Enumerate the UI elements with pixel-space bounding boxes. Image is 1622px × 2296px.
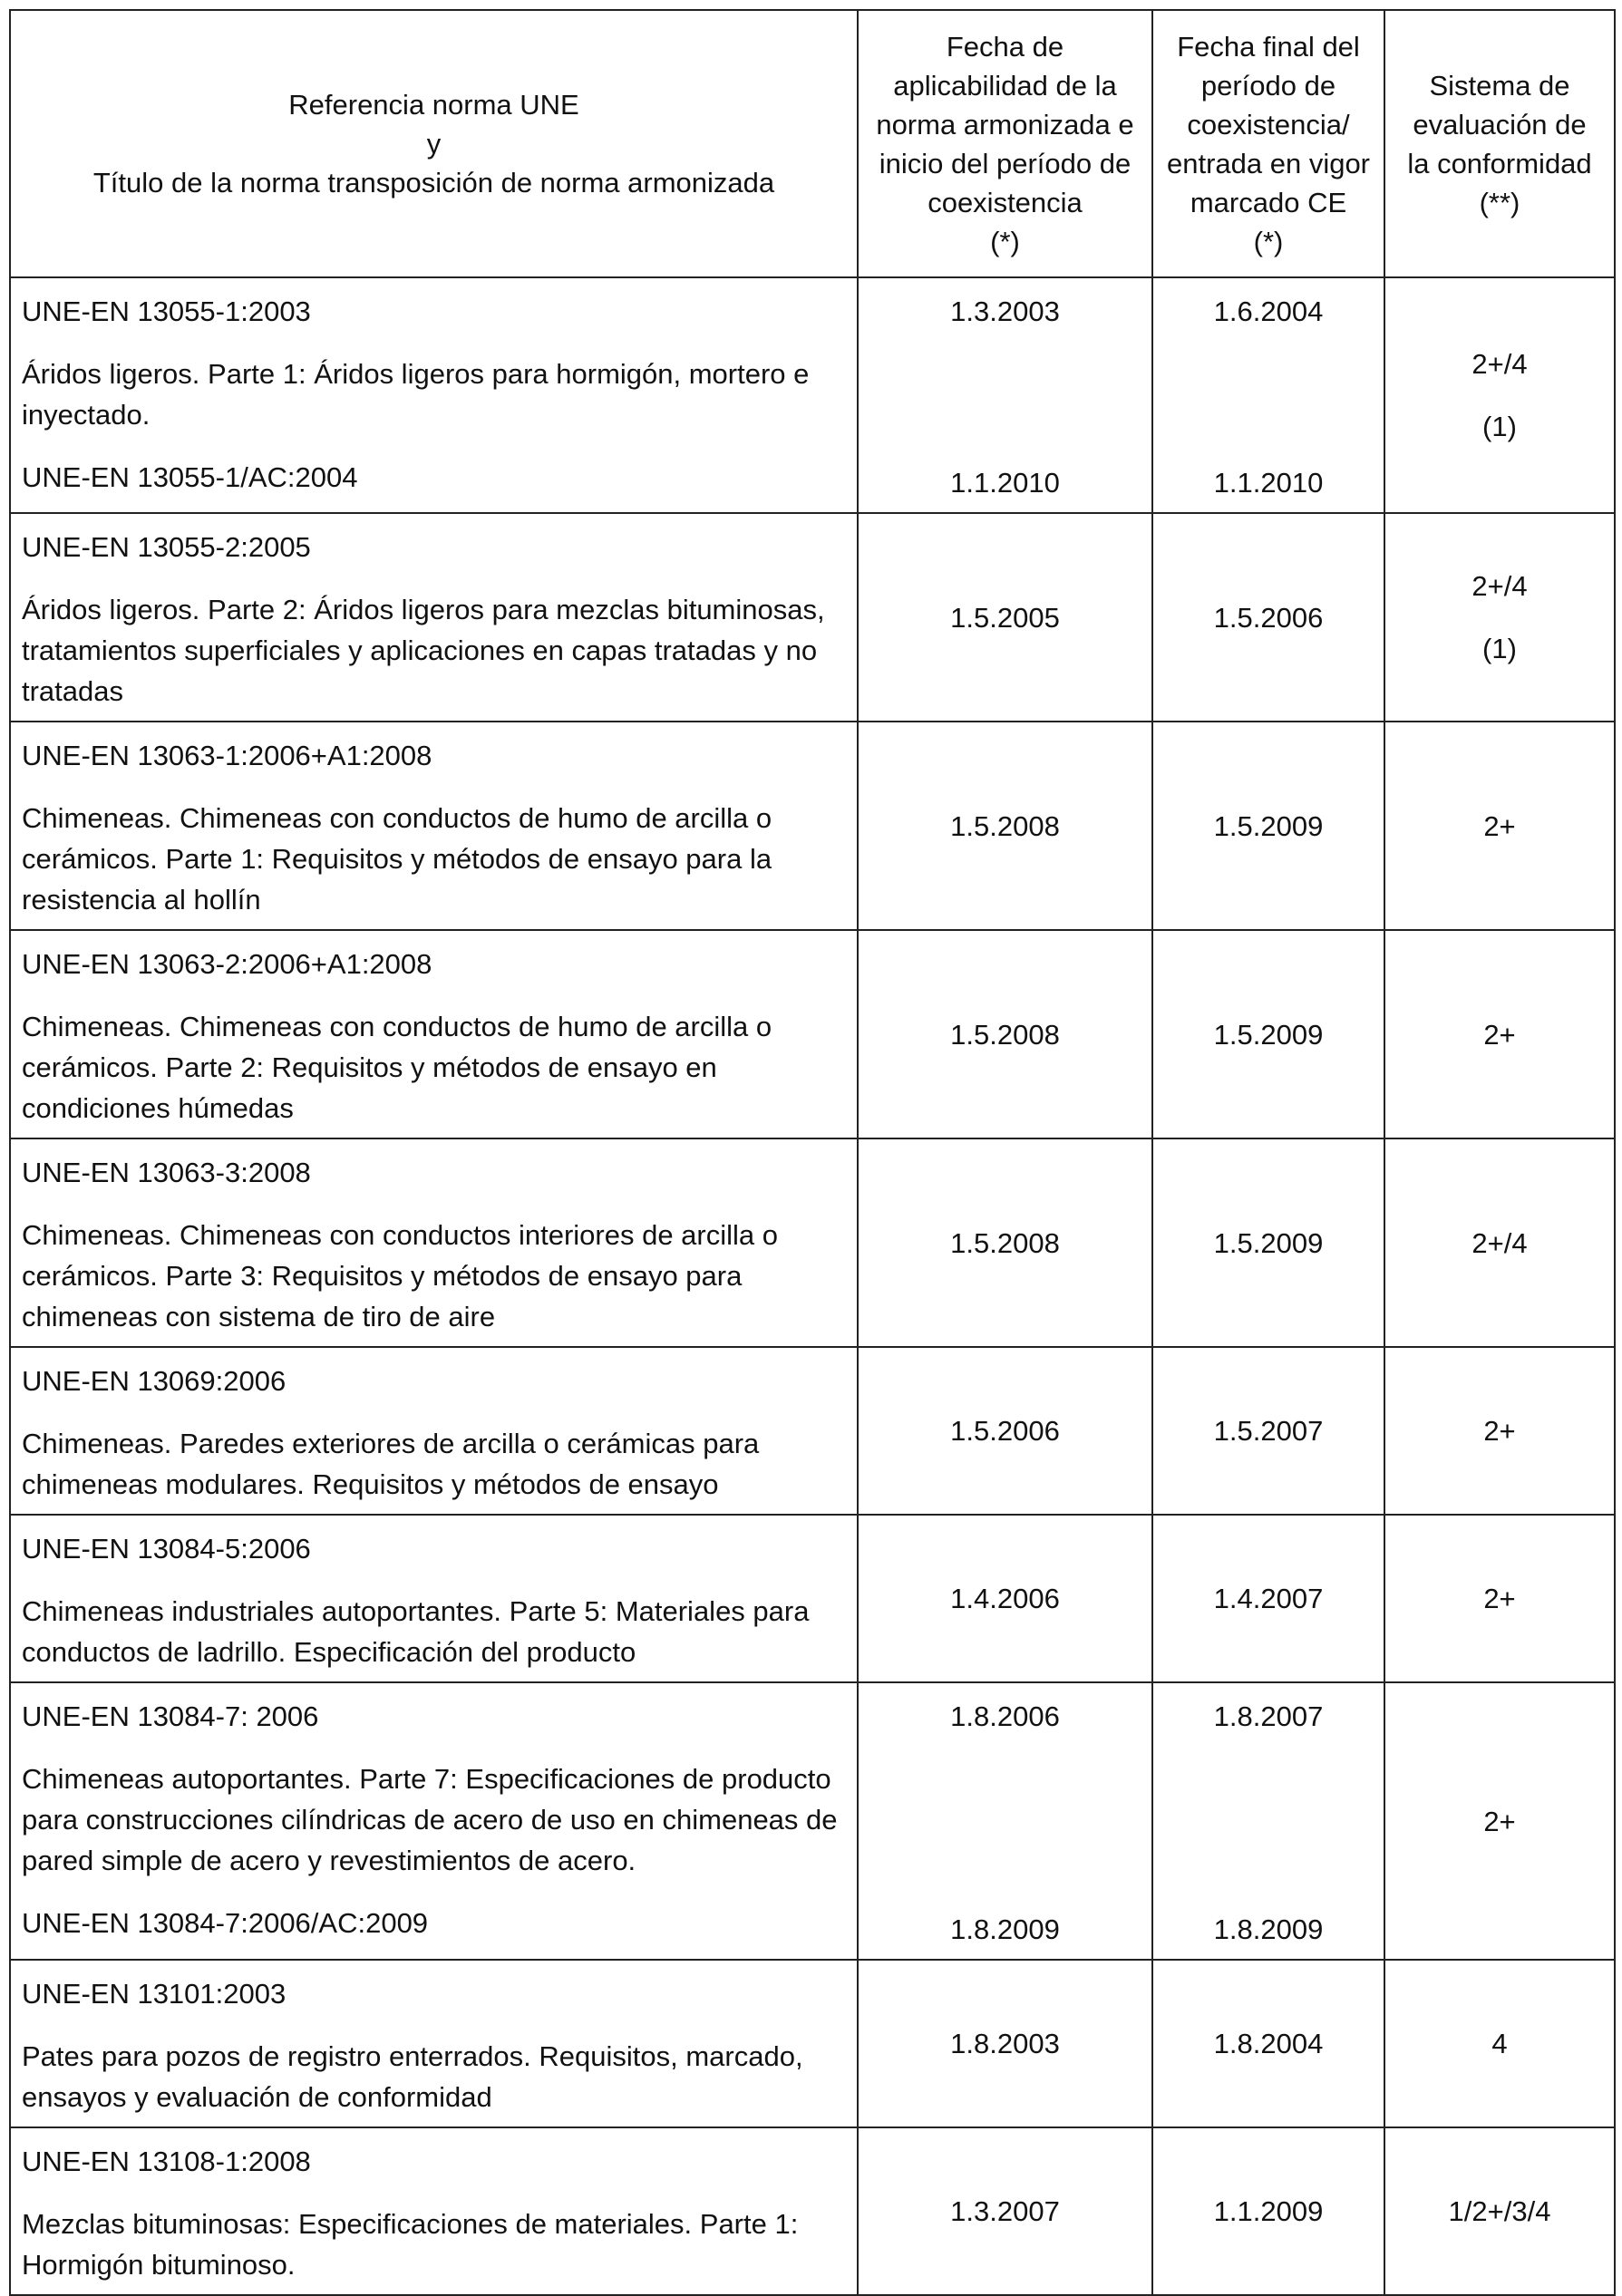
end-date: 1.4.2007 (1152, 1515, 1384, 1682)
standard-correction: UNE-EN 13084-7:2006/AC:2009 (22, 1907, 429, 1939)
standard-code: UNE-EN 13063-2:2006+A1:2008 (22, 948, 432, 980)
applicability-date: 1.8.2006 (950, 1700, 1060, 1732)
table-row (10, 1347, 1615, 1515)
harmonized-standards-table (9, 9, 1616, 2296)
end-date: 1.5.2007 (1152, 1347, 1384, 1515)
table-row (10, 1138, 1615, 1347)
table-row (10, 1682, 1615, 1960)
table-row (10, 2127, 1615, 2295)
conformity-system: 2+/4 (1384, 1138, 1615, 1347)
reference-cell (10, 277, 858, 513)
reference-cell (10, 1960, 858, 2127)
end-date: 1.1.2009 (1152, 2127, 1384, 2295)
table-row (10, 1515, 1615, 1682)
reference-cell (10, 513, 858, 722)
standard-title: Chimeneas. Chimeneas con conductos de humo de arcilla o cerámicos. Parte 1: Requisitos y métodos de ensayo para la resistencia al hollín (22, 802, 772, 915)
end-date: 1.8.2004 (1152, 1960, 1384, 2127)
applicability-date: 1.3.2007 (858, 2127, 1152, 2295)
reference-cell (10, 930, 858, 1138)
standard-title: Áridos ligeros. Parte 2: Áridos ligeros para mezclas bituminosas, tratamientos superficiales y aplicaciones en capas tratadas y no tratadas (22, 594, 825, 707)
standard-title: Pates para pozos de registro enterrados. Requisitos, marcado, ensayos y evaluación de conformidad (22, 2040, 803, 2113)
table-row (10, 722, 1615, 930)
applicability-date: 1.8.2003 (858, 1960, 1152, 2127)
conformity-system: 2+ (1384, 1515, 1615, 1682)
header-row (10, 10, 1615, 277)
reference-cell (10, 722, 858, 930)
conformity-system: 4 (1384, 1960, 1615, 2127)
conformity-system: 2+/4 (1471, 570, 1528, 602)
applicability-date: 1.5.2006 (858, 1347, 1152, 1515)
table-row (10, 513, 1615, 722)
applicability-date: 1.4.2006 (858, 1515, 1152, 1682)
conformity-system: 2+ (1384, 722, 1615, 930)
standard-title: Mezclas bituminosas: Especificaciones de materiales. Parte 1: Hormigón bituminoso. (22, 2208, 799, 2281)
applicability-date: 1.5.2008 (858, 722, 1152, 930)
conformity-system-note: (1) (1482, 633, 1517, 664)
standard-title: Chimeneas industriales autoportantes. Parte 5: Materiales para conductos de ladrillo. Especificación del producto (22, 1595, 810, 1668)
end-date: 1.5.2006 (1152, 513, 1384, 722)
end-date: 1.5.2009 (1152, 930, 1384, 1138)
conformity-system: 1/2+/3/4 (1384, 2127, 1615, 2295)
standard-code: UNE-EN 13108-1:2008 (22, 2146, 311, 2177)
reference-cell (10, 1347, 858, 1515)
conformity-system: 2+/4 (1471, 348, 1528, 380)
reference-cell (10, 1515, 858, 1682)
applicability-date-correction: 1.1.2010 (950, 467, 1060, 499)
end-date: 1.5.2009 (1152, 722, 1384, 930)
end-date-correction: 1.8.2009 (1213, 1913, 1324, 1945)
header-applicability-date: Fecha de aplicabilidad de la norma armonizada e inicio del período de coexistencia (*) (858, 10, 1152, 277)
end-date: 1.8.2007 (1213, 1700, 1324, 1732)
reference-cell (10, 2127, 858, 2295)
conformity-system: 2+ (1384, 1682, 1615, 1960)
applicability-date: 1.5.2005 (858, 513, 1152, 722)
reference-cell (10, 1682, 858, 1960)
conformity-system: 2+ (1384, 930, 1615, 1138)
standard-code: UNE-EN 13055-2:2005 (22, 531, 311, 563)
applicability-date: 1.3.2003 (950, 295, 1060, 327)
conformity-system-cell (1384, 513, 1615, 722)
standard-title: Chimeneas autoportantes. Parte 7: Especificaciones de producto para construcciones cilíndricas de acero de uso en chimeneas de pared simple de acero y revestimientos de acero. (22, 1763, 838, 1876)
end-date: 1.6.2004 (1213, 295, 1324, 327)
standard-code: UNE-EN 13063-3:2008 (22, 1157, 311, 1188)
end-date-correction: 1.1.2010 (1213, 467, 1324, 499)
end-date-cell (1152, 277, 1384, 513)
applicability-date-cell (858, 277, 1152, 513)
standard-code: UNE-EN 13069:2006 (22, 1365, 287, 1397)
reference-cell (10, 1138, 858, 1347)
header-end-date: Fecha final del período de coexistencia/ entrada en vigor marcado CE (*) (1152, 10, 1384, 277)
applicability-date: 1.5.2008 (858, 1138, 1152, 1347)
standard-title: Chimeneas. Chimeneas con conductos de humo de arcilla o cerámicos. Parte 2: Requisitos y métodos de ensayo en condiciones húmedas (22, 1011, 772, 1124)
standard-code: UNE-EN 13084-5:2006 (22, 1533, 311, 1565)
applicability-date: 1.5.2008 (858, 930, 1152, 1138)
table-row (10, 930, 1615, 1138)
standard-code: UNE-EN 13101:2003 (22, 1978, 287, 2010)
standard-code: UNE-EN 13063-1:2006+A1:2008 (22, 740, 432, 771)
end-date-cell (1152, 1682, 1384, 1960)
applicability-date-cell (858, 1682, 1152, 1960)
table-row (10, 277, 1615, 513)
standard-code: UNE-EN 13084-7: 2006 (22, 1700, 319, 1732)
table-row (10, 1960, 1615, 2127)
standard-title: Chimeneas. Chimeneas con conductos interiores de arcilla o cerámicos. Parte 3: Requisitos y métodos de ensayo para chimeneas con sistema de tiro de aire (22, 1219, 778, 1332)
end-date: 1.5.2009 (1152, 1138, 1384, 1347)
conformity-system-cell (1384, 277, 1615, 513)
standard-title: Áridos ligeros. Parte 1: Áridos ligeros para hormigón, mortero e inyectado. (22, 358, 810, 431)
standard-title: Chimeneas. Paredes exteriores de arcilla o cerámicas para chimeneas modulares. Requisitos y métodos de ensayo (22, 1428, 760, 1500)
standard-code: UNE-EN 13055-1:2003 (22, 295, 311, 327)
standard-correction: UNE-EN 13055-1/AC:2004 (22, 461, 358, 493)
applicability-date-correction: 1.8.2009 (950, 1913, 1060, 1945)
conformity-system-note: (1) (1482, 411, 1517, 442)
conformity-system: 2+ (1384, 1347, 1615, 1515)
header-conformity-system: Sistema de evaluación de la conformidad (**) (1384, 10, 1615, 277)
header-reference: Referencia norma UNE y Título de la norma transposición de norma armonizada (10, 10, 858, 277)
